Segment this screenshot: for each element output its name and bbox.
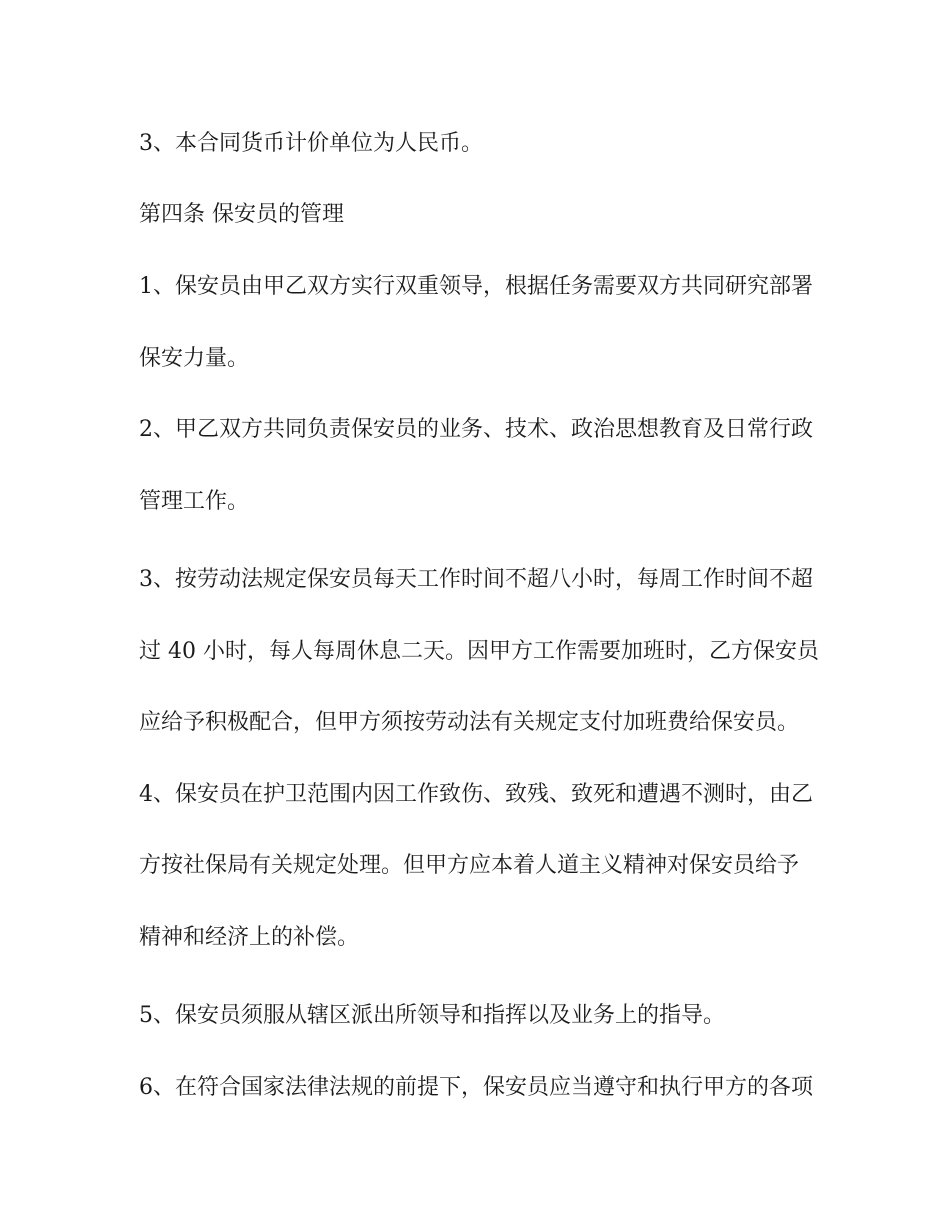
- text-line-7: 3、按劳动法规定保安员每天工作时间不超八小时，每周工作时间不超: [139, 567, 813, 592]
- text-line-11: 方按社保局有关规定处理。但甲方应本着人道主义精神对保安员给予: [139, 853, 800, 878]
- text-line-5: 2、甲乙双方共同负责保安员的业务、技术、政治思想教育及日常行政: [139, 417, 813, 442]
- text-line-13: 5、保安员须服从辖区派出所领导和指挥以及业务上的指导。: [139, 1003, 725, 1028]
- text-line-14: 6、在符合国家法律法规的前提下，保安员应当遵守和执行甲方的各项: [139, 1075, 813, 1100]
- text-line-12: 精神和经济上的补偿。: [139, 925, 360, 950]
- text-line-10: 4、保安员在护卫范围内因工作致伤、致残、致死和遭遇不测时，由乙: [139, 782, 813, 807]
- section-heading: 第四条 保安员的管理: [139, 202, 344, 227]
- text-line-8: 过 40 小时，每人每周休息二天。因甲方工作需要加班时，乙方保安员: [139, 639, 819, 664]
- text-line-4: 保安力量。: [139, 346, 250, 371]
- text-line-9: 应给予积极配合，但甲方须按劳动法有关规定支付加班费给保安员。: [139, 710, 800, 735]
- text-line-6: 管理工作。: [139, 489, 250, 514]
- text-line-1: 3、本合同货币计价单位为人民币。: [139, 131, 483, 156]
- text-line-3: 1、保安员由甲乙双方实行双重领导，根据任务需要双方共同研究部署: [139, 274, 813, 299]
